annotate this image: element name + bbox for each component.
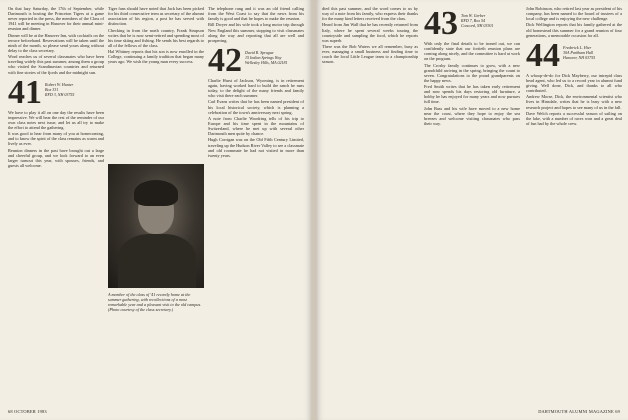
paragraph: We have to play it all on one day the results have been impressive. We will hear the rest of the reminder of our own class notes next issue, and let us all try to make the effort to attend the gathering.	[8, 109, 104, 130]
class-secretary-address: David R. Sprague 15 Indian Springs Way Wellesley Hills, MA 02181	[245, 49, 288, 65]
paragraph: Carl Evans writes that he has been named president of his local historical society, which is planning a celebration of the town's anniversary next spring.	[208, 99, 304, 115]
left-column-2	[108, 6, 204, 66]
paragraph: Tiger fans should have noted that Jack has been picked for his third consecutive term as secretary of the alumni association of his region, a post he has served with distinction.	[108, 6, 204, 27]
paragraph: A whoop-de-do for Dick Mayberry, our intrepid class head agent, who led us to a record year in alumni fund giving. Well done, Dick, and thanks to all who contributed.	[526, 72, 622, 94]
paragraph: Charlie Hurst of Jackson, Wyoming, is in retirement again, having worked hard to build the ranch he runs today, to the delight of the many friends and family who visit there each summer.	[208, 77, 304, 99]
paragraph: The Crosby family continues to grow, with a new grandchild arriving in the spring, bringing the count to seven. Congratulations to the proud grandparents on the happy news.	[424, 62, 520, 83]
photo-caption: A member of the class of '41 recently home at the summer gathering, with recollections of a most remarkable year and a pleasant visit to the old campus. (Photo courtesy of the class secretary.)	[108, 292, 202, 312]
right-column-3	[526, 6, 622, 127]
photo-figure-hair	[134, 180, 178, 206]
right-page	[316, 0, 628, 420]
right-column-1	[322, 6, 418, 66]
paragraph: John Bass and his wife have moved to a new home near the coast, where they hope to enjoy the sea breezes and welcome visiting classmates who pass their way.	[424, 105, 520, 126]
portrait-photo	[108, 164, 204, 288]
class-number: 44	[526, 40, 560, 71]
paragraph: Checking in from the north country, Frank Simpson writes that he is now semi-retired and spending most of his time skiing and fishing. He sends his best regards to all of the fellows of the class.	[108, 27, 204, 48]
paragraph: Heard from Jim Wall that he has recently returned from Italy, where he spent several weeks touring the countryside and sampling the food, which he reports was superb.	[322, 22, 418, 43]
paragraph: On that lazy Saturday, the 17th of September, while Dartmouth is hosting the Princeton Tigers at a game never reported in the press, the members of the Class of 1941 will be meeting in Hanover for their annual mini-reunion and dinner.	[8, 6, 104, 32]
class-number: 43	[424, 9, 458, 39]
right-column-2	[424, 6, 520, 127]
class-secretary-address: Frederick L. Hier 30A Parkham Hall Hanover, NH 03755	[563, 44, 596, 60]
paragraph: It was good to hear from many of you at homecoming, and to know the spirit of the class remains as warm and lively as ever.	[8, 131, 104, 147]
class-number: 41	[8, 77, 42, 108]
paragraph: Bill Dwyer and his wife took a long motor trip through New England this summer, stopping to visit classmates along the way and reporting that all are well and prospering.	[208, 22, 304, 43]
paragraph: Fred Smith writes that he has taken early retirement and now spends his days restoring old furniture, a hobby he has enjoyed for many years and now pursues full time.	[424, 84, 520, 105]
paragraph: Andrew Morse, Dick, the environmental scientist who lives in Hinsdale, writes that he is busy with a new research project and hopes to see many of us in the fall.	[526, 94, 622, 110]
paragraph: Dick Wellington reports that his family gathered at the old homestead this summer for a grand reunion of four generations, a memorable occasion for all.	[526, 22, 622, 38]
class-number: 42	[208, 45, 242, 76]
paragraph: The telephone rang and it was an old friend calling from the West Coast to say that the news from his family is good and that he hopes to make the reunion.	[208, 6, 304, 22]
photo-figure-body	[118, 234, 196, 288]
paragraph: Reunion dinners in the past have brought out a large and cheerful group, and we look forward to an even larger turnout this year, with spouses, friends, and guests all welcome.	[8, 147, 104, 168]
paragraph: Word reaches us of several classmates who have been traveling widely this past summer, among them a group who visited the Scandinavian countries and returned with fine stories of the fjords and the midnight sun.	[8, 54, 104, 75]
paragraph: John Robinson, who retired last year as president of his company, has been named to the board of trustees of a local college and is enjoying the new challenge.	[526, 6, 622, 22]
paragraph: Dave Welch reports a successful season of sailing on the lake, with a number of races won and a great deal of fun had by the whole crew.	[526, 110, 622, 126]
left-column-3	[208, 6, 304, 159]
page-folio-right: DARTMOUTH ALUMNI MAGAZINE 69	[538, 409, 620, 414]
class-heading-44	[526, 41, 622, 71]
class-heading-43	[424, 9, 520, 39]
paragraph: Hugh Corrigan was on the Old Fifth Century Limited, traveling up the Hudson River Valley to see a classmate and old roommate he had not visited in more than twenty years.	[208, 137, 304, 158]
class-secretary-address: Tom W. Gerber RFD 7, Box 54 Concord, NH 03301	[461, 13, 494, 28]
class-secretary-address: Robert W. Hunter Box 331 RFD 3, NH 03755	[45, 81, 75, 97]
page-folio-left: 68 OCTOBER 1983	[8, 409, 47, 414]
paragraph: A note from Charlie Woodring tells of his trip to Europe and his time spent in the mountains of Switzerland, where he met up with several other Dartmouth men quite by chance.	[208, 115, 304, 137]
paragraph: Dinner will be at the Hanover Inn, with cocktails on the terrace beforehand. Reservations will be taken until the ninth of the month, so please send yours along without delay to the class secretary.	[8, 32, 104, 53]
left-page	[0, 0, 312, 420]
paragraph: Hal Whitney reports that his son is now enrolled in the College, continuing a family tradition that began many years ago. We wish the young man every success.	[108, 49, 204, 65]
class-heading-42	[208, 46, 304, 76]
left-column-1	[8, 6, 104, 169]
class-heading-41	[8, 78, 104, 108]
paragraph: died this past summer, and the word comes to us by way of a note from his family, who express their thanks for the many kind letters received from the class.	[322, 6, 418, 22]
paragraph: With only the final details to be ironed out, we can confidently state that our fortieth reunion plans are coming along nicely, and the committee is hard at work on the program.	[424, 41, 520, 62]
paragraph: There was the Bob Waters we all remember, busy as ever, managing a small business and finding time to coach the local Little League team to a championship season.	[322, 44, 418, 65]
